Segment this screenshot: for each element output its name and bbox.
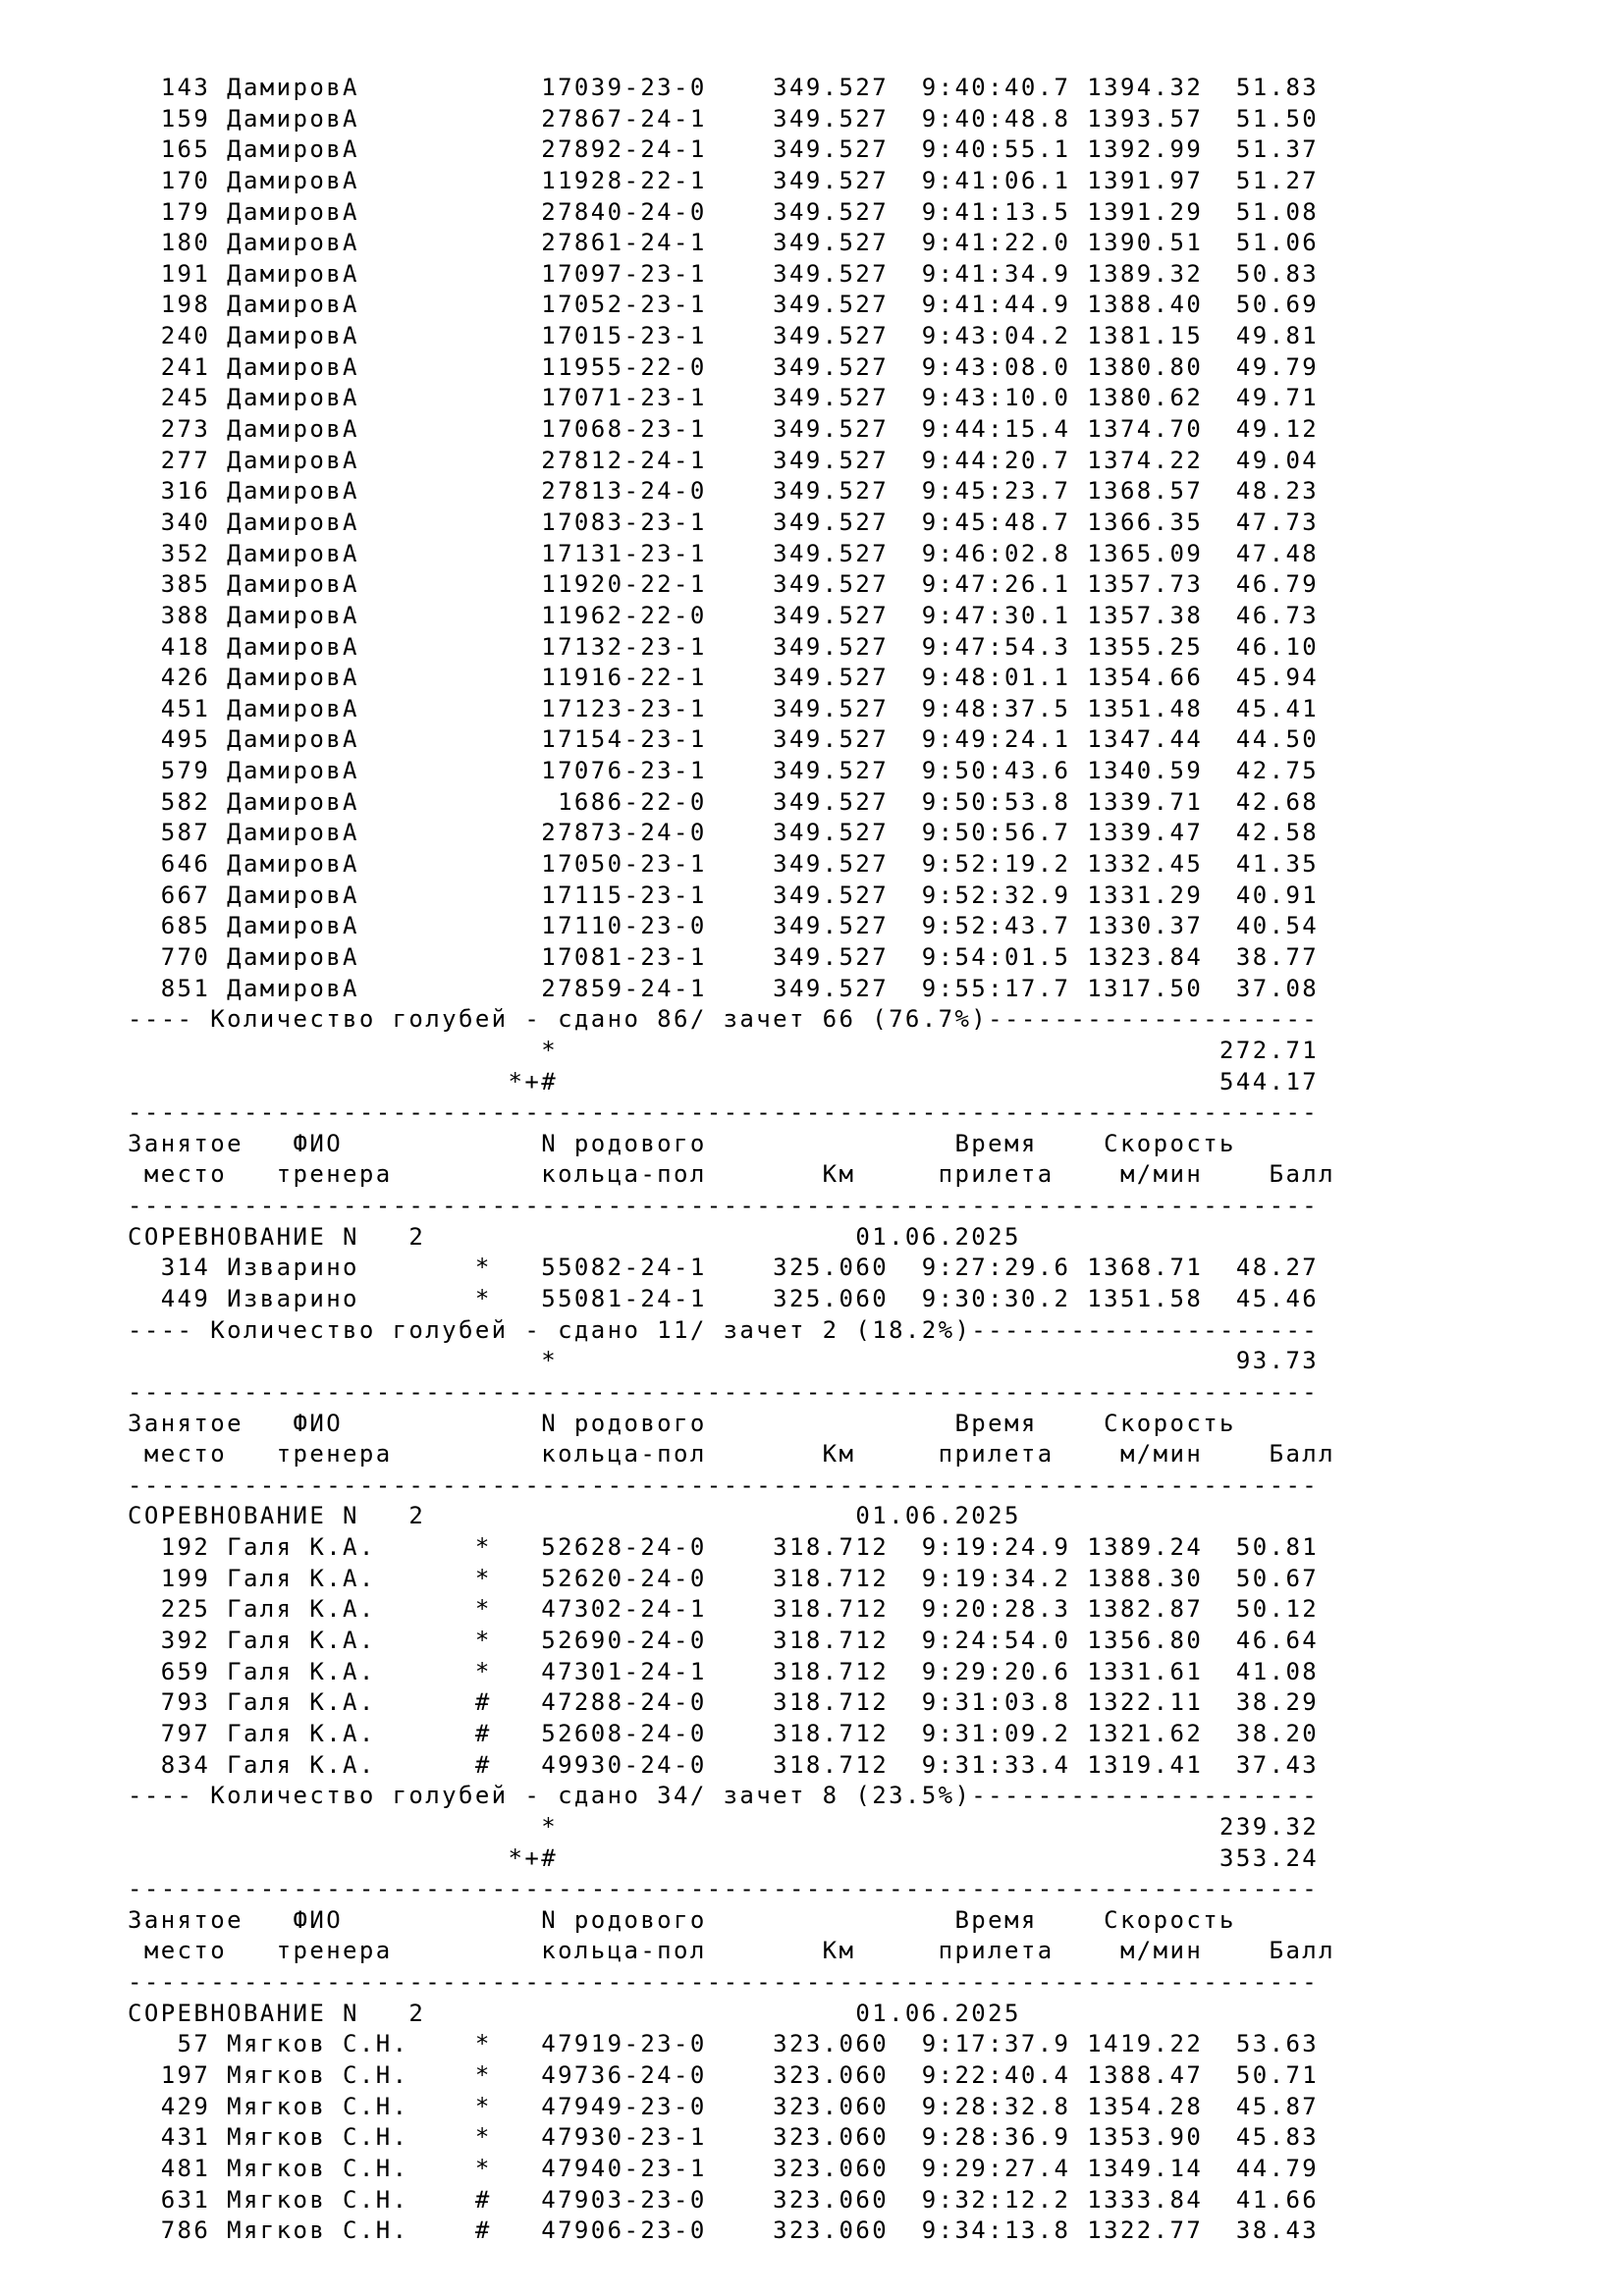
column-header: место тренера кольца-пол Км прилета м/мин Балл	[128, 1160, 1335, 1189]
result-row: 179 ДамировА 27840-24-0 349.527 9:41:13.5 1391.29 51.08	[128, 197, 1320, 226]
result-row: 659 Галя К.А. * 47301-24-1 318.712 9:29:20.6 1331.61 41.08	[128, 1657, 1320, 1685]
competition-header: СОРЕВНОВАНИЕ N 2 01.06.2025	[128, 1222, 1021, 1251]
result-row: 385 ДамировА 11920-22-1 349.527 9:47:26.1 1357.73 46.79	[128, 570, 1320, 599]
result-row: 240 ДамировА 17015-23-1 349.527 9:43:04.2 1381.15 49.81	[128, 322, 1320, 350]
result-row: 192 Галя К.А. * 52628-24-0 318.712 9:19:24.9 1389.24 50.81	[128, 1533, 1320, 1562]
column-header: Занятое ФИО N родового Время Скорость	[128, 1409, 1236, 1437]
column-header: Занятое ФИО N родового Время Скорость	[128, 1129, 1236, 1157]
result-row: 851 ДамировА 27859-24-1 349.527 9:55:17.7 1317.50 37.08	[128, 974, 1320, 1002]
result-row: 797 Галя К.А. # 52608-24-0 318.712 9:31:09.2 1321.62 38.20	[128, 1719, 1320, 1747]
result-row: 191 ДамировА 17097-23-1 349.527 9:41:34.9 1389.32 50.83	[128, 259, 1320, 288]
competition-header: СОРЕВНОВАНИЕ N 2 01.06.2025	[128, 1999, 1021, 2027]
result-row: 579 ДамировА 17076-23-1 349.527 9:50:43.6 1340.59 42.75	[128, 757, 1320, 785]
result-row: 180 ДамировА 27861-24-1 349.527 9:41:22.0 1390.51 51.06	[128, 229, 1320, 257]
column-header: Занятое ФИО N родового Время Скорость	[128, 1905, 1236, 1934]
score-total: * 272.71	[128, 1036, 1320, 1064]
result-row: 159 ДамировА 27867-24-1 349.527 9:40:48.8 1393.57 51.50	[128, 104, 1320, 133]
result-row: 198 ДамировА 17052-23-1 349.527 9:41:44.9 1388.40 50.69	[128, 291, 1320, 319]
separator-line: ------------------------------------------------------------------------	[128, 1875, 1320, 1903]
result-row: 273 ДамировА 17068-23-1 349.527 9:44:15.4 1374.70 49.12	[128, 415, 1320, 444]
result-row: 392 Галя К.А. * 52690-24-0 318.712 9:24:54.0 1356.80 46.64	[128, 1627, 1320, 1655]
result-row: 57 Мягков С.Н. * 47919-23-0 323.060 9:17:37.9 1419.22 53.63	[128, 2030, 1320, 2058]
result-row: 631 Мягков С.Н. # 47903-23-0 323.060 9:32:12.2 1333.84 41.66	[128, 2185, 1320, 2214]
result-row: 667 ДамировА 17115-23-1 349.527 9:52:32.9 1331.29 40.91	[128, 881, 1320, 909]
result-row: 316 ДамировА 27813-24-0 349.527 9:45:23.7 1368.57 48.23	[128, 477, 1320, 506]
result-row: 143 ДамировА 17039-23-0 349.527 9:40:40.7 1394.32 51.83	[128, 74, 1320, 101]
result-row: 199 Галя К.А. * 52620-24-0 318.712 9:19:34.2 1388.30 50.67	[128, 1564, 1320, 1592]
result-row: 431 Мягков С.Н. * 47930-23-1 323.060 9:28:36.9 1353.90 45.83	[128, 2123, 1320, 2152]
pigeon-count-summary: ---- Количество голубей - сдано 11/ зачет 2 (18.2%)---------------------	[128, 1315, 1320, 1344]
separator-line: ------------------------------------------------------------------------	[128, 1470, 1320, 1499]
result-row: 340 ДамировА 17083-23-1 349.527 9:45:48.7 1366.35 47.73	[128, 507, 1320, 536]
result-row: 197 Мягков С.Н. * 49736-24-0 323.060 9:22:40.4 1388.47 50.71	[128, 2061, 1320, 2089]
result-row: 582 ДамировА 1686-22-0 349.527 9:50:53.8 1339.71 42.68	[128, 787, 1320, 816]
result-row: 451 ДамировА 17123-23-1 349.527 9:48:37.5 1351.48 45.41	[128, 694, 1320, 722]
result-row: 646 ДамировА 17050-23-1 349.527 9:52:19.2 1332.45 41.35	[128, 850, 1320, 879]
separator-line: ------------------------------------------------------------------------	[128, 1098, 1320, 1127]
separator-line: ------------------------------------------------------------------------	[128, 1377, 1320, 1406]
result-row: 481 Мягков С.Н. * 47940-23-1 323.060 9:29:27.4 1349.14 44.79	[128, 2154, 1320, 2182]
result-row: 786 Мягков С.Н. # 47906-23-0 323.060 9:34:13.8 1322.77 38.43	[128, 2216, 1320, 2245]
competition-header: СОРЕВНОВАНИЕ N 2 01.06.2025	[128, 1502, 1021, 1530]
score-total: *+# 353.24	[128, 1843, 1320, 1872]
result-row: 834 Галя К.А. # 49930-24-0 318.712 9:31:33.4 1319.41 37.43	[128, 1750, 1320, 1779]
result-row: 352 ДамировА 17131-23-1 349.527 9:46:02.8 1365.09 47.48	[128, 539, 1320, 567]
separator-line: ------------------------------------------------------------------------	[128, 1192, 1320, 1220]
score-total: *+# 544.17	[128, 1067, 1320, 1095]
result-row: 245 ДамировА 17071-23-1 349.527 9:43:10.0 1380.62 49.71	[128, 384, 1320, 412]
result-row: 314 Изварино * 55082-24-1 325.060 9:27:29.6 1368.71 48.27	[128, 1254, 1320, 1282]
column-header: место тренера кольца-пол Км прилета м/мин Балл	[128, 1440, 1335, 1468]
result-row: 495 ДамировА 17154-23-1 349.527 9:49:24.1 1347.44 44.50	[128, 725, 1320, 754]
result-row: 388 ДамировА 11962-22-0 349.527 9:47:30.1 1357.38 46.73	[128, 601, 1320, 629]
pigeon-count-summary: ---- Количество голубей - сдано 86/ зачет 66 (76.7%)--------------------	[128, 1005, 1320, 1034]
result-row: 685 ДамировА 17110-23-0 349.527 9:52:43.7 1330.37 40.54	[128, 912, 1320, 940]
result-row: 770 ДамировА 17081-23-1 349.527 9:54:01.5 1323.84 38.77	[128, 942, 1320, 971]
score-total: * 93.73	[128, 1347, 1320, 1375]
results-report	[128, 73, 1502, 2247]
result-row: 165 ДамировА 27892-24-1 349.527 9:40:55.1 1392.99 51.37	[128, 135, 1320, 164]
result-row: 426 ДамировА 11916-22-1 349.527 9:48:01.1 1354.66 45.94	[128, 664, 1320, 692]
result-row: 170 ДамировА 11928-22-1 349.527 9:41:06.1 1391.97 51.27	[128, 166, 1320, 194]
result-row: 449 Изварино * 55081-24-1 325.060 9:30:30.2 1351.58 45.46	[128, 1284, 1320, 1312]
result-row: 793 Галя К.А. # 47288-24-0 318.712 9:31:03.8 1322.11 38.29	[128, 1688, 1320, 1717]
result-row: 277 ДамировА 27812-24-1 349.527 9:44:20.7 1374.22 49.04	[128, 446, 1320, 474]
separator-line: ------------------------------------------------------------------------	[128, 1968, 1320, 1997]
pigeon-count-summary: ---- Количество голубей - сдано 34/ зачет 8 (23.5%)---------------------	[128, 1782, 1320, 1810]
result-row: 241 ДамировА 11955-22-0 349.527 9:43:08.0 1380.80 49.79	[128, 352, 1320, 381]
score-total: * 239.32	[128, 1812, 1320, 1841]
result-row: 429 Мягков С.Н. * 47949-23-0 323.060 9:28:32.8 1354.28 45.87	[128, 2092, 1320, 2120]
result-row: 418 ДамировА 17132-23-1 349.527 9:47:54.3 1355.25 46.10	[128, 632, 1320, 661]
column-header: место тренера кольца-пол Км прилета м/мин Балл	[128, 1937, 1335, 1965]
result-row: 225 Галя К.А. * 47302-24-1 318.712 9:20:28.3 1382.87 50.12	[128, 1595, 1320, 1624]
result-row: 587 ДамировА 27873-24-0 349.527 9:50:56.7 1339.47 42.58	[128, 819, 1320, 847]
